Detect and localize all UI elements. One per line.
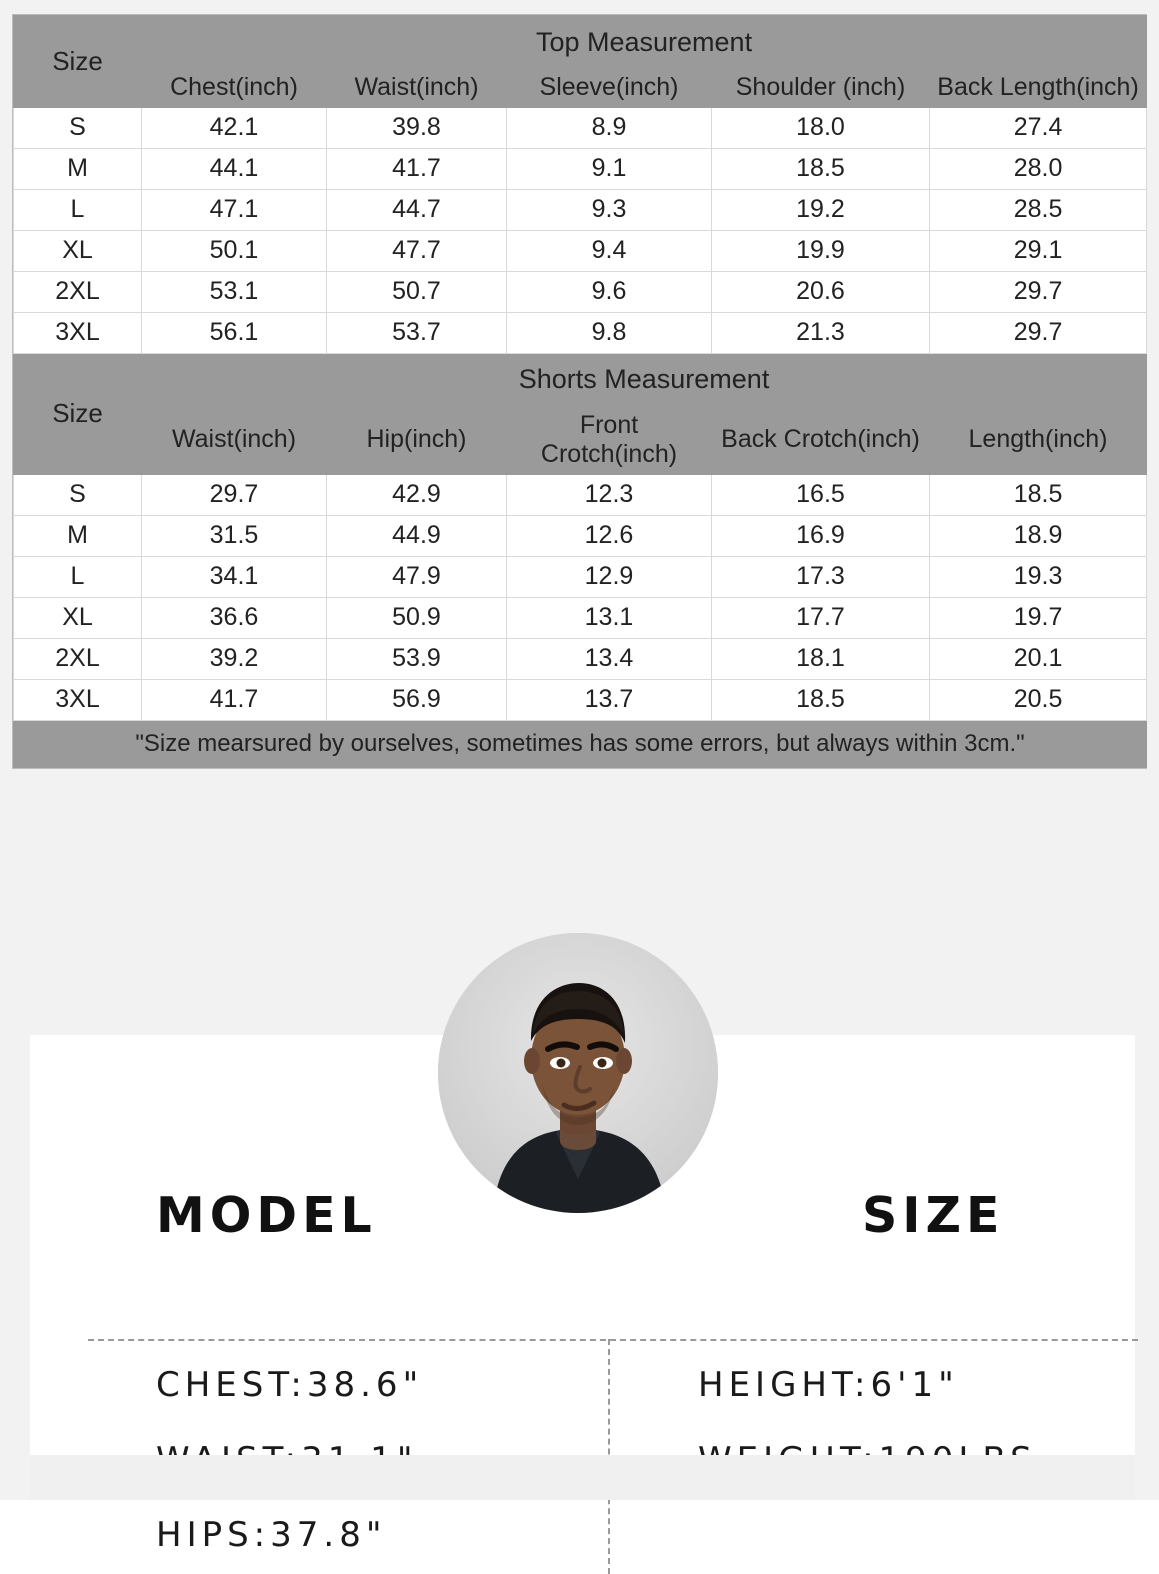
- shorts-cell-front-crotch: 13.1: [507, 597, 712, 638]
- model-info-section: [0, 915, 1159, 1555]
- top-cell-shoulder: 18.0: [712, 107, 930, 148]
- horizontal-divider: [88, 1339, 1138, 1341]
- top-cell-shoulder: 19.2: [712, 189, 930, 230]
- shorts-cell-front-crotch: 13.7: [507, 679, 712, 720]
- model-heading: MODEL: [156, 1187, 377, 1244]
- avatar-illustration: [438, 933, 718, 1213]
- top-cell-waist: 47.7: [327, 230, 507, 271]
- shorts-row-size: M: [14, 515, 142, 556]
- table-row: [14, 515, 1147, 556]
- shorts-cell-hip: 53.9: [327, 638, 507, 679]
- shorts-cell-hip: 47.9: [327, 556, 507, 597]
- top-cell-sleeve: 9.4: [507, 230, 712, 271]
- table-row: [14, 189, 1147, 230]
- top-row-size: M: [14, 148, 142, 189]
- top-row-size: 2XL: [14, 271, 142, 312]
- shorts-cell-front-crotch: 12.3: [507, 474, 712, 515]
- top-cell-chest: 53.1: [142, 271, 327, 312]
- model-chest: CHEST:38.6": [156, 1365, 424, 1405]
- top-size-header: Size: [14, 16, 142, 108]
- table-row: [14, 230, 1147, 271]
- shorts-cell-front-crotch: 12.9: [507, 556, 712, 597]
- top-cell-chest: 42.1: [142, 107, 327, 148]
- table-row: [14, 474, 1147, 515]
- size-chart-container: [12, 14, 1147, 769]
- shorts-cell-length: 18.5: [930, 474, 1147, 515]
- top-cell-waist: 44.7: [327, 189, 507, 230]
- top-table-header-row: [14, 69, 1147, 108]
- top-cell-shoulder: 20.6: [712, 271, 930, 312]
- top-cell-back-length: 29.7: [930, 271, 1147, 312]
- shorts-cell-back-crotch: 17.7: [712, 597, 930, 638]
- top-table-title: Top Measurement: [142, 16, 1147, 69]
- shorts-cell-hip: 56.9: [327, 679, 507, 720]
- shorts-table-header-row: [14, 406, 1147, 474]
- table-row: [14, 556, 1147, 597]
- top-cell-shoulder: 19.9: [712, 230, 930, 271]
- shorts-cell-back-crotch: 16.5: [712, 474, 930, 515]
- shorts-cell-back-crotch: 18.5: [712, 679, 930, 720]
- top-cell-sleeve: 9.6: [507, 271, 712, 312]
- shorts-cell-back-crotch: 18.1: [712, 638, 930, 679]
- top-cell-waist: 50.7: [327, 271, 507, 312]
- shorts-cell-length: 20.5: [930, 679, 1147, 720]
- top-cell-back-length: 29.1: [930, 230, 1147, 271]
- top-header-chest: Chest(inch): [142, 69, 327, 108]
- top-cell-back-length: 27.4: [930, 107, 1147, 148]
- shorts-cell-front-crotch: 13.4: [507, 638, 712, 679]
- top-cell-waist: 39.8: [327, 107, 507, 148]
- table-row: [14, 679, 1147, 720]
- table-row: [14, 597, 1147, 638]
- top-cell-waist: 53.7: [327, 312, 507, 353]
- top-cell-back-length: 28.5: [930, 189, 1147, 230]
- shorts-header-length: Length(inch): [930, 406, 1147, 474]
- shorts-row-size: S: [14, 474, 142, 515]
- shorts-header-waist: Waist(inch): [142, 406, 327, 474]
- shorts-cell-length: 18.9: [930, 515, 1147, 556]
- top-row-size: S: [14, 107, 142, 148]
- measurement-note: "Size mearsured by ourselves, sometimes has some errors, but always within 3cm.": [14, 720, 1147, 767]
- top-cell-sleeve: 9.1: [507, 148, 712, 189]
- shorts-cell-hip: 42.9: [327, 474, 507, 515]
- top-header-back-length: Back Length(inch): [930, 69, 1147, 108]
- shorts-table-title: Shorts Measurement: [142, 353, 1147, 406]
- shorts-cell-hip: 50.9: [327, 597, 507, 638]
- top-row-size: L: [14, 189, 142, 230]
- shorts-cell-waist: 31.5: [142, 515, 327, 556]
- shorts-header-back-crotch: Back Crotch(inch): [712, 406, 930, 474]
- model-hips: HIPS:37.8": [156, 1515, 387, 1555]
- top-cell-back-length: 29.7: [930, 312, 1147, 353]
- shorts-cell-length: 19.3: [930, 556, 1147, 597]
- size-heading: SIZE: [862, 1187, 1005, 1244]
- top-row-size: XL: [14, 230, 142, 271]
- top-header-shoulder: Shoulder (inch): [712, 69, 930, 108]
- measurement-tables: [13, 15, 1147, 768]
- top-cell-chest: 47.1: [142, 189, 327, 230]
- shorts-cell-length: 19.7: [930, 597, 1147, 638]
- shorts-header-hip: Hip(inch): [327, 406, 507, 474]
- shorts-header-front-crotch: Front Crotch(inch): [507, 406, 712, 474]
- shorts-cell-front-crotch: 12.6: [507, 515, 712, 556]
- shorts-cell-waist: 29.7: [142, 474, 327, 515]
- card-footer-strip: [30, 1455, 1135, 1500]
- shorts-cell-waist: 41.7: [142, 679, 327, 720]
- shorts-cell-hip: 44.9: [327, 515, 507, 556]
- top-cell-chest: 50.1: [142, 230, 327, 271]
- shorts-cell-back-crotch: 17.3: [712, 556, 930, 597]
- table-row: [14, 638, 1147, 679]
- top-header-waist: Waist(inch): [327, 69, 507, 108]
- shorts-table-band-row: [14, 353, 1147, 406]
- table-row: [14, 107, 1147, 148]
- table-row: [14, 271, 1147, 312]
- shorts-cell-length: 20.1: [930, 638, 1147, 679]
- top-cell-shoulder: 18.5: [712, 148, 930, 189]
- shorts-row-size: L: [14, 556, 142, 597]
- measurement-note-row: [14, 720, 1147, 767]
- shorts-row-size: 3XL: [14, 679, 142, 720]
- top-cell-back-length: 28.0: [930, 148, 1147, 189]
- top-header-sleeve: Sleeve(inch): [507, 69, 712, 108]
- table-row: [14, 148, 1147, 189]
- top-cell-sleeve: 8.9: [507, 107, 712, 148]
- shorts-row-size: 2XL: [14, 638, 142, 679]
- shorts-cell-waist: 36.6: [142, 597, 327, 638]
- model-avatar-photo: [438, 933, 718, 1213]
- shorts-cell-waist: 39.2: [142, 638, 327, 679]
- model-height: HEIGHT:6'1": [698, 1365, 959, 1405]
- top-cell-shoulder: 21.3: [712, 312, 930, 353]
- top-cell-chest: 56.1: [142, 312, 327, 353]
- top-cell-sleeve: 9.3: [507, 189, 712, 230]
- top-row-size: 3XL: [14, 312, 142, 353]
- shorts-cell-back-crotch: 16.9: [712, 515, 930, 556]
- top-cell-sleeve: 9.8: [507, 312, 712, 353]
- shorts-cell-waist: 34.1: [142, 556, 327, 597]
- shorts-size-header: Size: [14, 353, 142, 474]
- top-cell-waist: 41.7: [327, 148, 507, 189]
- table-row: [14, 312, 1147, 353]
- top-table-band-row: [14, 16, 1147, 69]
- shorts-row-size: XL: [14, 597, 142, 638]
- top-cell-chest: 44.1: [142, 148, 327, 189]
